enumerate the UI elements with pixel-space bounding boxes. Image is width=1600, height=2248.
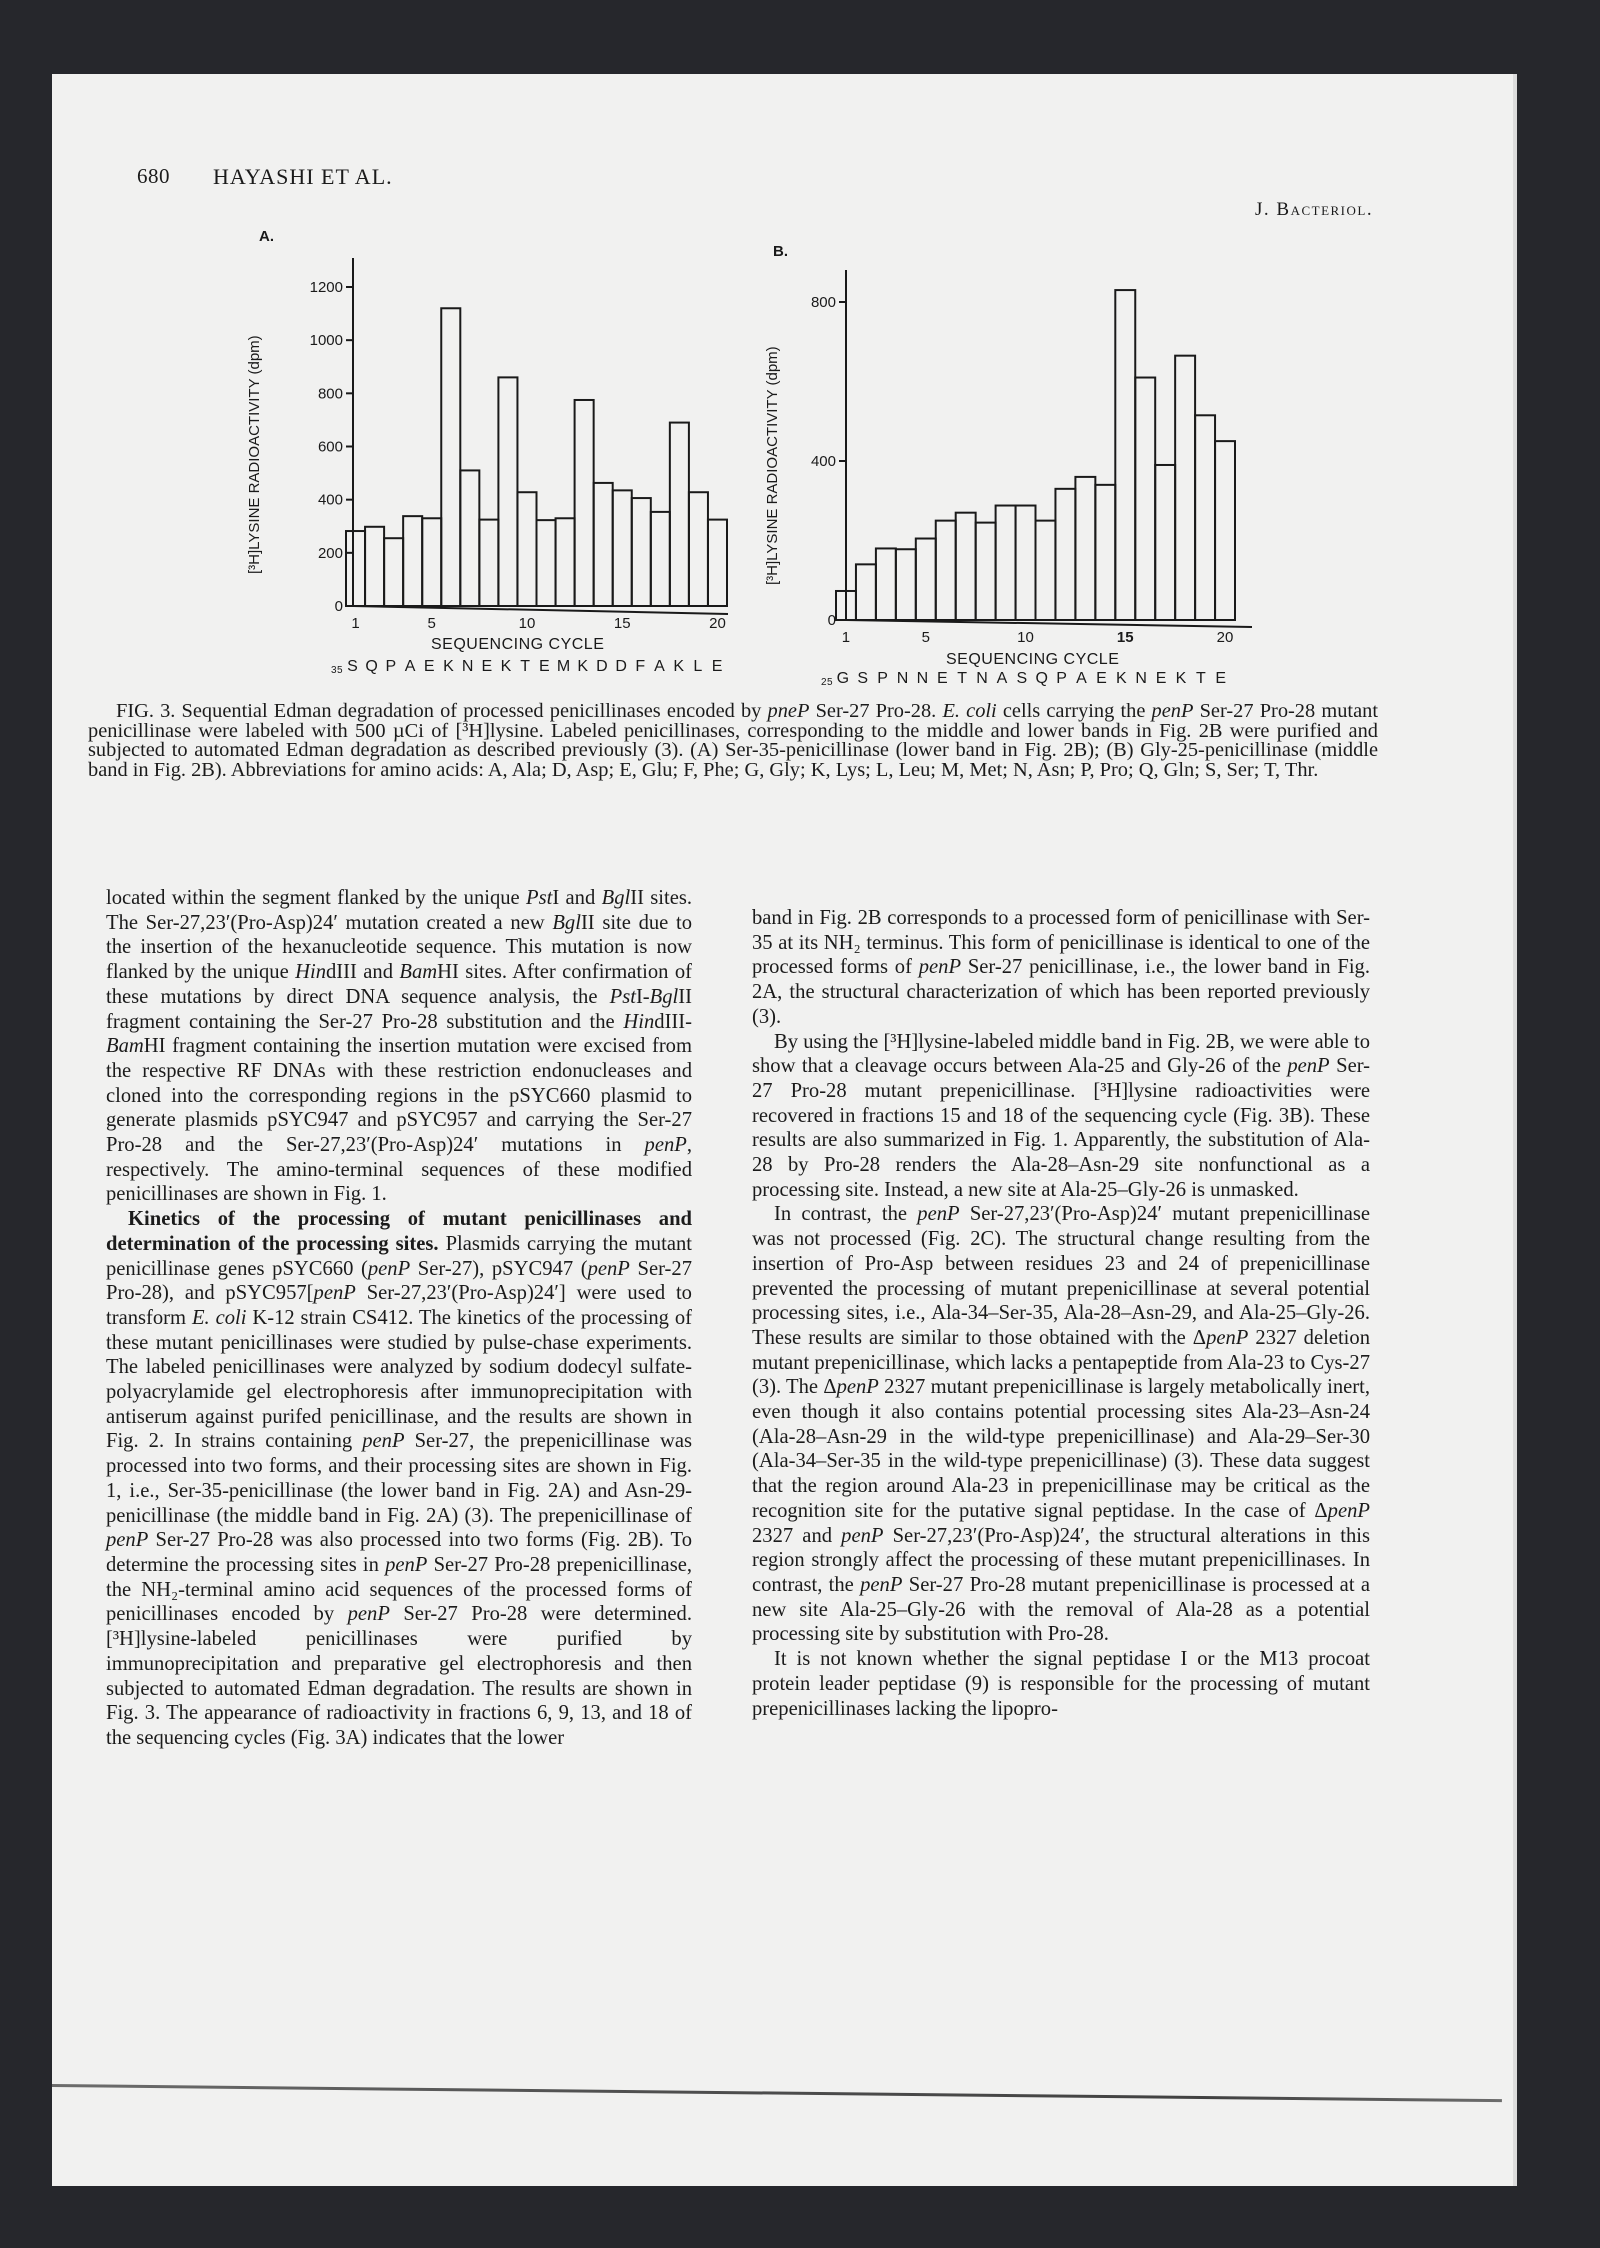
sequence-residue: D — [596, 658, 609, 675]
paragraph — [106, 886, 692, 1207]
sequence-residue: S — [347, 658, 359, 675]
sequence-residue: N — [916, 670, 929, 687]
sequence-start-b: 25 — [821, 677, 834, 688]
sequence-residue: S — [857, 670, 869, 687]
italic-term: penP — [362, 1430, 405, 1453]
section-heading: Kinetics of the processing of mutant penicillinases and determination of the processing sites. — [106, 1208, 692, 1255]
bar-cycle-13 — [1075, 477, 1095, 620]
x-tick-label: 5 — [921, 629, 930, 646]
bar-cycle-7 — [956, 513, 976, 620]
text-run: band in Fig. 2B corresponds to a processed form of penicillinase with Ser-35 at its NH₂ terminus. This form of penicillinase is identical to one of the processed forms of — [752, 907, 1370, 979]
italic-term: penP — [1151, 700, 1194, 722]
text-run: II sites. The Ser-27,23′(Pro-Asp)24′ mutation created a new — [106, 887, 693, 934]
text-run: Ser-27 penicillinase, i.e., the lower band in Fig. 2A, the structural characterization of which has been reported previously (3). — [752, 956, 1370, 1028]
figure-caption — [88, 702, 1378, 780]
text-run: Ser-27, the prepenicillinase was processed into two forms, and their processing sites are shown in Fig. 1, i.e., Ser-35-penicillinase (the lower band in Fig. 2A) and Asn-29-penicillinase (the middle band in Fig. 2A) (3). The prepenicillinase of — [106, 1430, 692, 1527]
text-run: II site due to the insertion of the hexanucleotide sequence. This mutation is now flanked by the unique — [106, 911, 693, 984]
italic-term: Bgl — [601, 887, 631, 909]
x-axis-line — [846, 620, 1252, 627]
y-tick-label: 400 — [810, 453, 836, 470]
running-head-journal: J. Bacteriol. — [1255, 199, 1374, 220]
page-number: 680 — [137, 164, 170, 188]
paragraph — [752, 1202, 1370, 1647]
sequence-residue: K — [500, 658, 512, 675]
bar-cycle-19 — [1195, 415, 1215, 620]
italic-term: Pst — [609, 985, 636, 1008]
bar-cycle-17 — [1155, 465, 1175, 620]
text-run: Ser-27 Pro-28), and pSYC957[ — [106, 1257, 692, 1305]
bar-cycle-10 — [1016, 506, 1036, 620]
italic-term: penP — [367, 1257, 411, 1280]
sequence-residue: A — [996, 670, 1008, 687]
sequence-residue: N — [896, 670, 909, 687]
text-run: Ser-27 Pro-28. — [809, 700, 943, 722]
sequence-residue: E — [1215, 670, 1227, 687]
text-run: dIII and — [326, 961, 400, 984]
sequence-residue: D — [615, 658, 628, 675]
text-run: 2327 mutant prepenicillinase is largely metabolically inert, even though it also contains potential processing sites Ala-23–Asn-24 (Ala-28–Asn-29 in the wild-type prepenicillinase) and Ala-29–Ser-30 (Ala-34–Ser-35 in the wild-type prepenicillinase) (3). These data suggest that the region around Ala-23 in prepenicillinase may be critical as the recognition site for the putative signal peptidase. In the case of Δ — [752, 1376, 1370, 1522]
y-axis-label-a: [³H]LYSINE RADIOACTIVITY (dpm) — [246, 335, 263, 574]
italic-term: penP — [860, 1573, 903, 1596]
sequence-residue: P — [385, 658, 397, 675]
bar-cycle-15 — [1115, 290, 1135, 620]
x-tick-label: 15 — [1116, 629, 1134, 646]
text-run: cells carrying the — [996, 700, 1152, 722]
x-tick-label: 10 — [1017, 629, 1034, 646]
italic-term: penP — [313, 1282, 356, 1305]
sequence-residue: T — [957, 670, 968, 687]
italic-term: penP — [841, 1524, 884, 1547]
italic-term: penP — [106, 1529, 149, 1552]
italic-term: E. coli — [942, 700, 997, 722]
italic-term: penP — [644, 1134, 687, 1157]
text-run: Ser-27 Pro-28 mutant prepenicillinase is processed at a new site Ala-25–Gly-26 with the removal of Ala-28 as a potential processing site by substitution with Pro-28. — [752, 1573, 1370, 1646]
sequence-residue: E — [1096, 670, 1108, 687]
sequence-residue: E — [711, 658, 723, 675]
italic-term: pneP — [767, 700, 810, 722]
text-run: Ser-27 Pro-28 mutant penicillinase were labeled with 500 µCi of [³H]lysine. Labeled penicillinases, corresponding to the middle and lower bands in Fig. 2B were purified and subjected to automated Edman degradation as described previously (3). (A) Ser-35-penicillinase (lower band in Fig. 2B); (B) Gly-25-penicillinase (middle band in Fig. 2B). Abbreviations for amino acids: A, Ala; D, Asp; E, Glu; F, Phe; G, Gly; K, Lys; L, Leu; M, Met; N, Asn; P, Pro; Q, Gln; S, Ser; T, Thr. — [88, 700, 1378, 781]
italic-term: penP — [347, 1603, 390, 1626]
sequence-residue: T — [520, 658, 531, 675]
sequence-start-a: 35 — [331, 665, 344, 676]
italic-term: penP — [385, 1553, 428, 1576]
paragraph — [106, 1207, 692, 1750]
text-run: II fragment containing the Ser-27 Pro-28 substitution and the — [106, 985, 692, 1033]
text-run: HI sites. After confirmation of these mutations by direct DNA sequence analysis, the — [106, 961, 693, 1008]
x-tick-label: 15 — [613, 615, 631, 632]
text-run: I- — [635, 985, 650, 1008]
sequence-residue: N — [1135, 670, 1148, 687]
text-run: FIG. 3. Sequential Edman degradation of processed penicillinases encoded by — [116, 700, 768, 722]
text-run: By using the [³H]lysine-labeled middle band in Fig. 2B, we were able to show that a cleavage occurs between Ala-25 and Gly-26 of the — [752, 1030, 1370, 1078]
bar-cycle-8 — [976, 523, 996, 620]
sequence-residue: N — [976, 670, 989, 687]
y-tick-label: 800 — [317, 385, 343, 403]
text-run: dIII- — [654, 1010, 692, 1033]
bar-cycle-4 — [896, 549, 916, 620]
x-axis-label-a: SEQUENCING CYCLE — [431, 636, 605, 653]
text-run: located within the segment flanked by the unique — [106, 887, 527, 909]
sequence-residue: Q — [1035, 670, 1049, 687]
sequence-residue: M — [556, 658, 571, 675]
sequence-residue: K — [1175, 670, 1187, 687]
x-tick-label: 5 — [427, 615, 436, 632]
running-head-authors: HAYASHI ET AL. — [213, 164, 393, 189]
sequence-residue: N — [461, 658, 474, 675]
x-tick-label: 20 — [709, 615, 726, 632]
italic-term: Hin — [295, 961, 326, 984]
sequence-residue: P — [1056, 670, 1068, 687]
italic-term: Bam — [399, 961, 438, 984]
text-run: , respectively. The amino-terminal sequences of these modified penicillinases are shown in Fig. 1. — [106, 1134, 692, 1206]
x-tick-label: 1 — [841, 629, 851, 646]
sequence-residue: F — [635, 658, 646, 675]
italic-term: Bgl — [552, 911, 581, 934]
sequence-residue: A — [1076, 670, 1088, 687]
text-run: Ser-27,23′(Pro-Asp)24′ mutant prepenicillinase was not processed (Fig. 2C). The structural change resulting from the insertion of Pro-Asp between residues 23 and 24 of prepenicillinase prevented the processing of mutant prepenicillinase at several potential processing sites, i.e., Ala-34–Ser-35, Ala-28–Asn-29, and Ala-25–Gly-26. These results are similar to those obtained with the Δ — [752, 1203, 1370, 1349]
italic-term: penP — [587, 1257, 630, 1280]
text-run: Ser-27 Pro-28 prepenicillinase, the NH₂-terminal amino acid sequences of the processed forms of penicillinases encoded by — [106, 1553, 692, 1626]
text-run: It is not known whether the signal peptidase I or the M13 procoat protein leader peptidase (9) is responsible for the processing of mutant prepenicillinases lacking the lipopro- — [752, 1648, 1370, 1720]
text-run: Ser-27), pSYC947 ( — [410, 1257, 588, 1280]
text-run: Ser-27 Pro-28 mutant prepenicillinase. [³H]lysine radioactivities were recovered in fractions 15 and 18 of the sequencing cycle (Fig. 3B). These results are also summarized in Fig. 1. Apparently, the substitution of Ala-28 by Pro-28 renders the Ala-28–Asn-29 site nonfunctional as a processing site. Instead, a new site at Ala-25–Gly-26 is unmasked. — [752, 1055, 1371, 1201]
sequence-residue: G — [836, 670, 850, 687]
chart-b-plot — [0, 0, 1600, 720]
bar-cycle-14 — [1095, 485, 1115, 620]
y-tick-label: 1000 — [309, 332, 343, 350]
sequence-residue: E — [481, 658, 493, 675]
text-run: 2327 and — [752, 1524, 842, 1547]
sequence-residue: L — [693, 658, 703, 675]
y-tick-label: 0 — [827, 612, 836, 629]
paragraph — [752, 906, 1370, 1030]
text-run: Ser-27,23′(Pro-Asp)24′, the structural alterations in this region strongly affect the processing of these mutant prepenicillinases. In contrast, the — [752, 1524, 1371, 1596]
italic-term: penP — [836, 1376, 879, 1399]
italic-term: penP — [918, 956, 962, 979]
italic-term: penP — [1287, 1055, 1330, 1078]
y-tick-label: 400 — [317, 491, 343, 509]
bar-cycle-12 — [1055, 489, 1075, 620]
x-tick-label: 20 — [1216, 629, 1234, 646]
y-axis-label-b: [³H]LYSINE RADIOACTIVITY (dpm) — [764, 346, 781, 585]
bar-cycle-2 — [856, 564, 876, 620]
text-run: Ser-27 Pro-28 was also processed into two forms (Fig. 2B). To determine the processing sites in — [106, 1529, 692, 1576]
sequence-residue: A — [404, 658, 416, 675]
bar-cycle-20 — [1215, 441, 1235, 620]
bar-cycle-11 — [1036, 521, 1056, 620]
italic-term: penP — [1327, 1499, 1370, 1522]
italic-term: Bgl — [649, 985, 679, 1008]
body-left-column — [106, 886, 692, 1751]
bar-cycle-6 — [936, 521, 956, 620]
italic-term: Hin — [623, 1010, 655, 1033]
sequence-residue: A — [654, 658, 666, 675]
sequence-residue: K — [577, 658, 589, 675]
panel-label-b: B. — [773, 243, 788, 260]
text-run: Plasmids carrying the mutant penicillinase genes pSYC660 ( — [106, 1232, 692, 1280]
sequence-b — [821, 670, 1231, 688]
paragraph — [752, 1030, 1370, 1203]
sequence-residue: K — [673, 658, 685, 675]
panel-label-a: A. — [259, 228, 274, 245]
bar-cycle-3 — [876, 548, 896, 620]
y-tick-label: 600 — [317, 438, 343, 456]
bar-cycle-18 — [1175, 356, 1195, 620]
sequence-residue: K — [1115, 670, 1128, 687]
italic-term: Bam — [106, 1035, 144, 1058]
text-run: Ser-27 Pro-28 were determined. [³H]lysine-labeled penicillinases were purified by immunoprecipitation and preparative gel electrophoresis and then subjected to automated Edman degradation. The results are shown in Fig. 3. The appearance of radioactivity in fractions 6, 9, 13, and 18 of the sequencing cycles (Fig. 3A) indicates that the lower — [106, 1603, 692, 1749]
italic-term: E. coli — [191, 1306, 247, 1329]
sequence-residue: P — [877, 670, 889, 687]
x-tick-label: 10 — [518, 615, 536, 632]
sequence-residue: E — [1155, 670, 1167, 687]
sequence-residue: T — [1195, 670, 1207, 687]
bar-cycle-5 — [916, 539, 936, 620]
body-right-column — [752, 906, 1370, 1721]
text-run: HI fragment containing the insertion mutation were excised from the respective RF DNAs with these restriction endonucleases and cloned into the corresponding regions in the pSYC660 plasmid to generate plasmids pSYC947 and pSYC957 and carrying the Ser-27 Pro-28 and the Ser-27,23′(Pro-Asp)24′ mutations in — [106, 1035, 692, 1157]
paragraph — [752, 1647, 1370, 1721]
text-run: In contrast, the — [774, 1203, 918, 1226]
sequence-letters-b — [833, 670, 1231, 687]
x-tick-label: 1 — [351, 615, 360, 632]
italic-term: penP — [917, 1203, 960, 1226]
text-run: 2327 deletion mutant prepenicillinase, which lacks a pentapeptide from Ala-23 to Cys-27 (3). The Δ — [752, 1326, 1370, 1399]
italic-term: penP — [1206, 1326, 1249, 1349]
y-tick-label: 200 — [317, 544, 343, 562]
x-axis-label-b: SEQUENCING CYCLE — [946, 651, 1120, 668]
text-run: Ser-27,23′(Pro-Asp)24′] were used to transform — [106, 1282, 692, 1329]
sequence-residue: Q — [365, 658, 379, 675]
sequence-residue: E — [936, 670, 949, 687]
sequence-residue: E — [423, 658, 436, 675]
sequence-residue: E — [539, 658, 551, 675]
sequence-residue: S — [1016, 670, 1028, 687]
text-run: I and — [552, 887, 602, 909]
y-tick-label: 1200 — [309, 279, 343, 296]
italic-term: Pst — [526, 887, 553, 909]
bar-cycle-9 — [996, 506, 1016, 620]
y-tick-label: 800 — [810, 294, 836, 311]
text-run: K-12 strain CS412. The kinetics of the processing of these mutant penicillinases were studied by pulse-chase experiments. The labeled penicillinases were analyzed by sodium dodecyl sulfate-polyacrylamide gel electrophoresis after immunoprecipitation with antiserum against purifed penicillinase, and the results are shown in Fig. 2. In strains containing — [106, 1306, 692, 1453]
bar-cycle-16 — [1135, 378, 1155, 620]
sequence-residue: K — [443, 658, 455, 675]
y-tick-label: 0 — [334, 598, 343, 615]
